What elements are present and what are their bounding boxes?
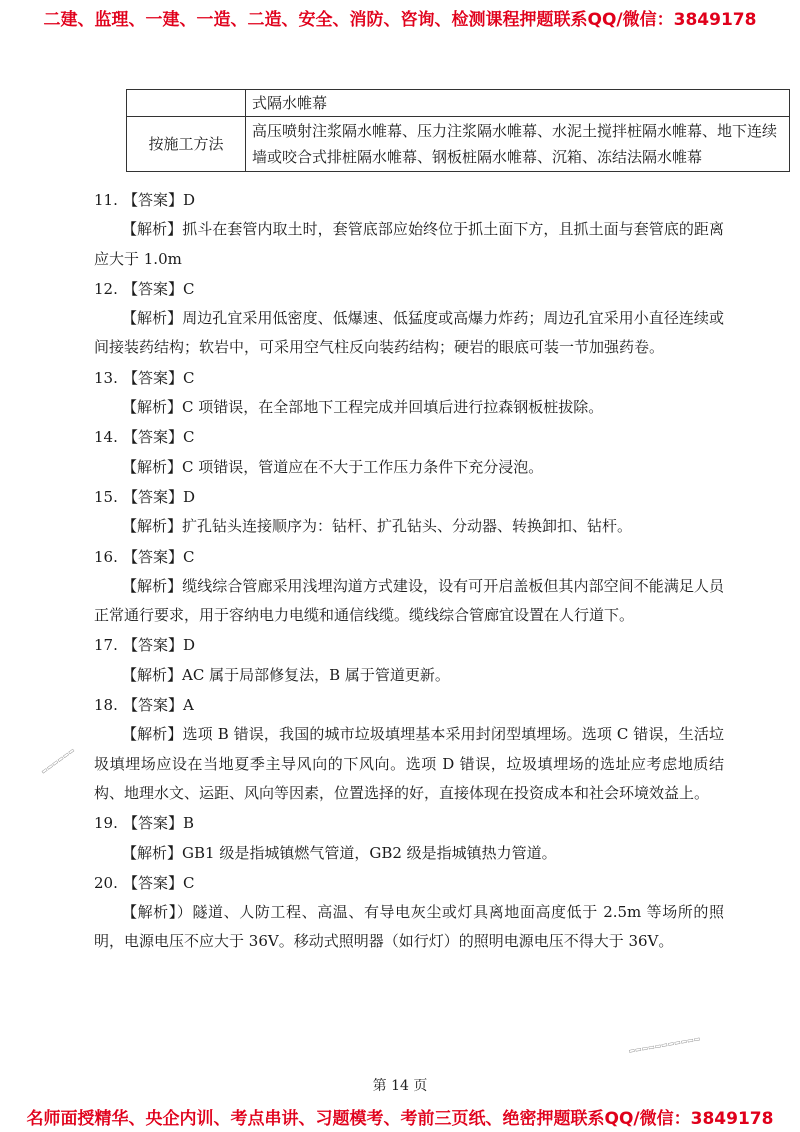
answer-line bbox=[94, 631, 724, 660]
answer-label: 【答案】 bbox=[123, 873, 184, 892]
table-row bbox=[127, 90, 790, 117]
explanation-text: 缆线综合管廊采用浅埋沟道方式建设，设有可开启盖板但其内部空间不能满足人员正常通行要求，用于容纳电力电缆和通信线缆。缆线综合管廊宜设置在人行道下。 bbox=[94, 576, 724, 625]
explain-label: 【解析】 bbox=[122, 517, 183, 536]
answer-value: C bbox=[183, 547, 195, 566]
answer-label: 【答案】 bbox=[123, 696, 184, 715]
answer-value: C bbox=[183, 428, 195, 447]
explanation bbox=[94, 572, 724, 631]
table-cell: 高压喷射注浆隔水帷幕、压力注浆隔水帷幕、水泥土搅拌桩隔水帷幕、地下连续墙或咬合式排桩隔水帷幕、钢板桩隔水帷幕、沉箱、冻结法隔水帷幕 bbox=[246, 117, 790, 172]
question-number: 16. bbox=[94, 547, 118, 566]
explanation bbox=[94, 661, 724, 690]
explanation bbox=[94, 453, 724, 482]
explanation-text: 选项 B 错误，我国的城市垃圾填埋基本采用封闭型填埋场。选项 C 错误，生活垃圾填埋场应设在当地夏季主导风向的下风向。选项 D 错误，垃圾填埋场的选址应考虑地质结构、地理水文、运距、风向等因素，位置选择的好，直接体现在投资成本和社会环境效益上。 bbox=[94, 725, 724, 802]
explanation-text: 周边孔宜采用低密度、低爆速、低猛度或高爆力炸药；周边孔宜采用小直径连续或间接装药结构；软岩中，可采用空气柱反向装药结构；硬岩的眼底可装一节加强药卷。 bbox=[94, 309, 724, 357]
watermark-stamp: ▭▭▭▭▭▭ bbox=[39, 746, 77, 776]
list-item bbox=[94, 364, 724, 423]
answer-label: 【答案】 bbox=[123, 279, 184, 298]
explanation-text: C 项错误，在全部地下工程完成并回填后进行拉森钢板桩拔除。 bbox=[182, 398, 604, 417]
explanation-text: 抓斗在套管内取土时，套管底部应始终位于抓土面下方，且抓土面与套管底的距离应大于 1.0m bbox=[94, 220, 724, 268]
answer-line bbox=[94, 869, 724, 898]
list-item bbox=[94, 186, 724, 274]
explanation-text: GB1 级是指城镇燃气管道，GB2 级是指城镇热力管道。 bbox=[182, 843, 557, 862]
explain-label: 【解析】 bbox=[122, 309, 183, 328]
explanation bbox=[94, 898, 724, 957]
explanation bbox=[94, 512, 724, 541]
answer-label: 【答案】 bbox=[123, 814, 184, 833]
bottom-banner: 名师面授精华、央企内训、考点串讲、习题模考、考前三页纸、绝密押题联系QQ/微信：3849178 bbox=[26, 1109, 774, 1129]
answer-value: C bbox=[183, 873, 195, 892]
explanation-text: C 项错误，管道应在不大于工作压力条件下充分浸泡。 bbox=[182, 457, 544, 476]
table-cell bbox=[127, 90, 246, 117]
answer-value: D bbox=[183, 191, 196, 209]
answer-value: B bbox=[183, 814, 195, 833]
question-number: 12. bbox=[94, 279, 118, 298]
answer-label: 【答案】 bbox=[123, 191, 184, 209]
list-item bbox=[94, 809, 724, 868]
explanation-text: AC 属于局部修复法，B 属于管道更新。 bbox=[182, 665, 450, 684]
explain-label: 【解析】 bbox=[122, 665, 183, 684]
explain-label: 【解析】 bbox=[122, 576, 183, 595]
explain-label: 【解析】 bbox=[122, 903, 177, 922]
question-number: 17. bbox=[94, 636, 118, 655]
question-number: 20. bbox=[94, 873, 118, 892]
explain-label: 【解析】 bbox=[122, 457, 183, 476]
explanation-text: ）隧道、人防工程、高温、有导电灰尘或灯具离地面高度低于 2.5m 等场所的照明，电源电压不应大于 36V。移动式照明器（如行灯）的照明电源电压不得大于 36V。 bbox=[94, 903, 724, 951]
list-item bbox=[94, 543, 724, 631]
answer-label: 【答案】 bbox=[123, 428, 184, 447]
classification-table bbox=[126, 89, 790, 172]
explanation bbox=[94, 839, 724, 868]
answer-line bbox=[94, 364, 724, 393]
answer-label: 【答案】 bbox=[123, 636, 184, 655]
list-item bbox=[94, 423, 724, 482]
explanation bbox=[94, 720, 724, 808]
answer-line bbox=[94, 423, 724, 452]
answer-value: C bbox=[183, 279, 195, 298]
answer-line bbox=[94, 809, 724, 838]
answer-line bbox=[94, 186, 724, 215]
list-item bbox=[94, 483, 724, 542]
page-number: 第 14 页 bbox=[372, 1078, 428, 1094]
question-number: 11. bbox=[94, 191, 118, 209]
list-item bbox=[94, 869, 724, 957]
question-number: 14. bbox=[94, 428, 118, 447]
answer-value: A bbox=[183, 696, 194, 715]
top-banner: 二建、监理、一建、一造、二造、安全、消防、咨询、检测课程押题联系QQ/微信：3849178 bbox=[43, 10, 757, 30]
explain-label: 【解析】 bbox=[122, 398, 183, 417]
question-number: 19. bbox=[94, 814, 118, 833]
list-item bbox=[94, 631, 724, 690]
answer-label: 【答案】 bbox=[123, 487, 184, 506]
answer-value: C bbox=[183, 368, 195, 387]
explanation bbox=[94, 215, 724, 274]
table-cell: 式隔水帷幕 bbox=[246, 90, 790, 117]
answer-line bbox=[94, 275, 724, 304]
answer-label: 【答案】 bbox=[123, 368, 184, 387]
answer-line bbox=[94, 691, 724, 720]
explain-label: 【解析】 bbox=[122, 220, 183, 239]
question-number: 18. bbox=[94, 696, 118, 715]
explanation-text: 扩孔钻头连接顺序为：钻杆、扩孔钻头、分动器、转换卸扣、钻杆。 bbox=[182, 517, 633, 536]
table-cell: 按施工方法 bbox=[127, 117, 246, 172]
explain-label: 【解析】 bbox=[122, 725, 183, 744]
explanation bbox=[94, 393, 724, 422]
answer-line bbox=[94, 543, 724, 572]
answer-line bbox=[94, 483, 724, 512]
answer-value: D bbox=[183, 487, 196, 506]
watermark-stamp: ▭▭▭▭▭▭▭▭▭▭▭ bbox=[627, 1034, 701, 1056]
question-number: 15. bbox=[94, 487, 118, 506]
list-item bbox=[94, 691, 724, 808]
table-row bbox=[127, 117, 790, 172]
explanation bbox=[94, 304, 724, 363]
question-number: 13. bbox=[94, 368, 118, 387]
answer-label: 【答案】 bbox=[123, 547, 184, 566]
answer-list bbox=[94, 186, 724, 958]
explain-label: 【解析】 bbox=[122, 843, 183, 862]
list-item bbox=[94, 275, 724, 363]
answer-value: D bbox=[183, 636, 196, 655]
